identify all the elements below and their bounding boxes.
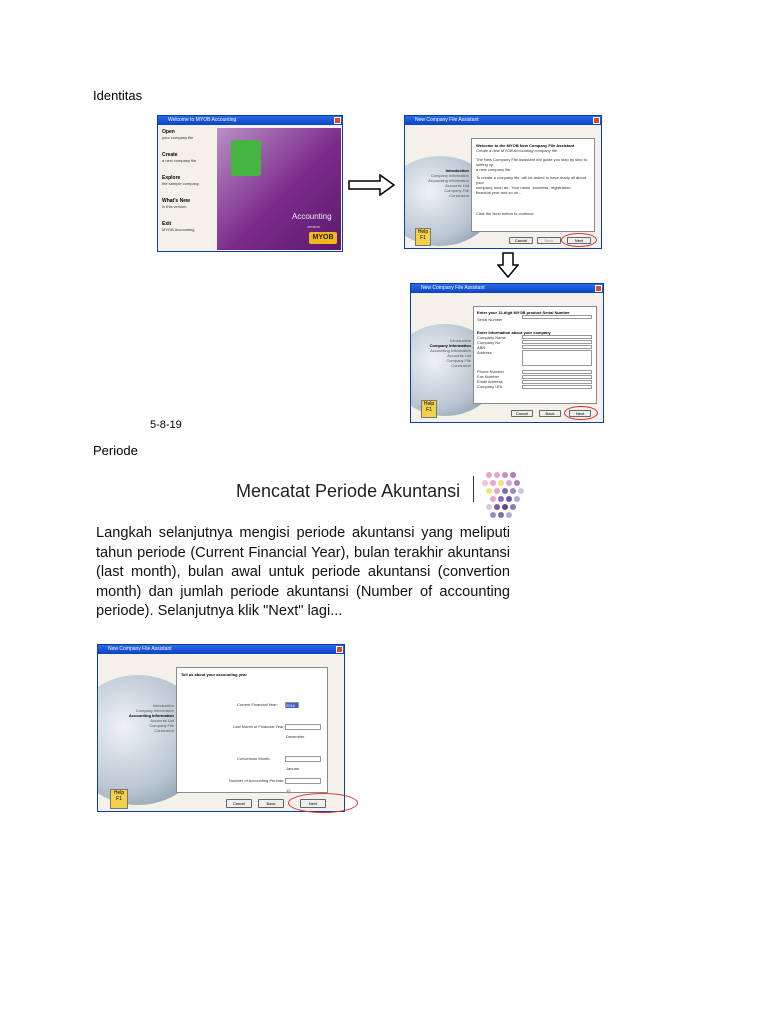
wizard1-body-line: a new company file.: [476, 167, 512, 172]
periods-value: 12: [286, 788, 291, 793]
step-company-info: Company Information: [429, 343, 471, 348]
slide-paragraph: Langkah selanjutnya mengisi periode akuntansi yang meliputi tahun periode (Current Financial Year), bulan terakhir akuntansi (last month), bulan awal untuk periode akuntansi (convertion month) dan jumlah periode akuntansi (Number of accounting periode). Selanjutnya klik "Next" lagi...: [96, 525, 510, 619]
menu-open[interactable]: [162, 130, 214, 153]
step-accounting-info: Accounting Information: [430, 348, 471, 353]
field-label-address: Address: [477, 350, 492, 355]
wizard1-body-line: To create a company file, will be asked to have ready all about your: [476, 175, 587, 185]
periods-select[interactable]: [285, 778, 321, 793]
wizard1-body-line: company, such as : Your name, business, registration,: [476, 185, 572, 190]
step-company-file: Company File: [444, 188, 469, 193]
back-button[interactable]: Back: [537, 237, 561, 244]
cancel-button[interactable]: Cancel: [511, 410, 533, 417]
menu-open-label: Open: [162, 129, 175, 135]
address-input[interactable]: [522, 350, 592, 366]
wizard1-heading: Welcome to the MYOB New Company File Assistant: [476, 143, 575, 148]
field-label-company-no: Company No: [477, 340, 501, 345]
wizard1-title: New Company File Assistant: [415, 117, 479, 123]
conversion-month-select[interactable]: [285, 756, 321, 771]
field-label-company-name: Company Name: [477, 335, 506, 340]
close-icon[interactable]: [336, 646, 343, 653]
serial-input[interactable]: [522, 315, 592, 319]
wizard3-steps: [112, 703, 174, 733]
wizard-window-3: [97, 644, 345, 812]
menu-create-label: Create: [162, 152, 178, 158]
wizard3-title: New Company File Assistant: [108, 646, 172, 652]
abn-input[interactable]: [522, 345, 592, 349]
conversion-month-value: Januari: [286, 766, 300, 771]
bag-icon: [231, 140, 261, 176]
url-input[interactable]: [522, 385, 592, 389]
step-company-file: Company File: [446, 358, 471, 363]
wizard2-titlebar: [411, 284, 603, 293]
help-label: Help F1: [113, 790, 125, 802]
section-company-info: Enter Information about your company: [477, 330, 551, 335]
menu-explore-label: Explore: [162, 175, 181, 181]
help-button[interactable]: [110, 789, 128, 809]
field-label-abn: ABN: [477, 345, 486, 350]
welcome-window: [157, 115, 343, 252]
step-introduction: Introduction: [153, 703, 174, 708]
help-label: Help F1: [423, 401, 435, 413]
back-button[interactable]: Back: [258, 799, 284, 808]
wizard3-heading: Tell us about your accounting year: [181, 672, 247, 677]
current-year-value: 2016: [286, 703, 298, 708]
step-accounts-list: Accounts List: [447, 353, 471, 358]
menu-whats-new[interactable]: [162, 199, 214, 222]
menu-exit-sub: MYOB Accounting: [162, 227, 195, 232]
myob-logo: MYOB: [309, 232, 337, 244]
step-company-info: Company Information: [430, 173, 469, 178]
wizard1-body-line: The New Company File Assistant will guide you step by step to setting up: [476, 157, 588, 167]
menu-create[interactable]: [162, 153, 214, 176]
step-conclusion: Conclusion: [451, 363, 471, 368]
fax-input[interactable]: [522, 375, 592, 379]
help-button[interactable]: [415, 228, 431, 246]
wizard1-subheading: Create a new MYOB Accounting company file: [476, 148, 558, 153]
wizard2-steps: [417, 338, 471, 368]
close-icon[interactable]: [593, 117, 600, 124]
wizard2-content: [473, 306, 597, 404]
heading-identitas: Identitas: [93, 88, 143, 103]
menu-exit[interactable]: [162, 222, 214, 245]
welcome-banner: [217, 128, 341, 250]
product-label: Accounting: [292, 212, 332, 221]
close-icon[interactable]: [334, 117, 341, 124]
arrow-down-icon: [497, 252, 519, 278]
email-input[interactable]: [522, 380, 592, 384]
slide-title: Mencatat Periode Akuntansi: [236, 481, 461, 501]
back-button[interactable]: Back: [539, 410, 561, 417]
heading-periode: Periode: [93, 443, 138, 458]
step-introduction: Introduction: [445, 168, 469, 173]
phone-input[interactable]: [522, 370, 592, 374]
wizard1-footer: Click the Next button to continue.: [476, 211, 535, 216]
menu-open-sub: your company file: [162, 135, 194, 140]
close-icon[interactable]: [595, 285, 602, 292]
highlight-ring: [561, 233, 597, 247]
wizard3-content: [176, 667, 328, 793]
wizard2-title: New Company File Assistant: [421, 285, 485, 291]
step-accounting-info: Accounting Information: [128, 713, 174, 718]
step-accounts-list: Accounts List: [445, 183, 469, 188]
wizard1-steps: [415, 168, 469, 198]
field-label-email: Email Address: [477, 379, 503, 384]
step-accounting-info: Accounting Information: [428, 178, 469, 183]
highlight-ring: [564, 406, 598, 420]
step-accounts-list: Accounts List: [150, 718, 174, 723]
welcome-title: Welcome to MYOB Accounting: [168, 117, 237, 123]
current-year-input[interactable]: [285, 702, 299, 708]
current-year-label: Current Financial Year:: [237, 702, 278, 707]
title-cursor-bar: [473, 476, 474, 502]
next-button[interactable]: Next: [567, 237, 591, 244]
step-introduction: Introduction: [450, 338, 471, 343]
next-button[interactable]: Next: [569, 410, 591, 417]
last-month-value: Desember: [286, 734, 305, 739]
field-label-phone: Phone Number: [477, 369, 504, 374]
dot-grid-decoration: [480, 470, 526, 522]
field-label-serial: Serial Number: [477, 317, 503, 322]
periods-label: Number of Accounting Periods:: [229, 778, 285, 783]
wizard1-body-line: financial year and so on...: [476, 190, 522, 195]
menu-explore[interactable]: [162, 176, 214, 199]
company-no-input[interactable]: [522, 340, 592, 344]
step-company-info: Company Information: [135, 708, 174, 713]
arrow-right-icon: [348, 174, 396, 196]
wizard-window-2: [410, 283, 604, 423]
help-button[interactable]: [421, 400, 437, 418]
highlight-ring: [288, 793, 358, 813]
last-month-label: Last Month of Financial Year:: [233, 724, 285, 729]
next-button[interactable]: Next: [300, 799, 326, 808]
menu-explore-sub: the sample company: [162, 181, 199, 186]
conversion-month-label: Conversion Month:: [237, 756, 271, 761]
cancel-button[interactable]: Cancel: [226, 799, 252, 808]
step-company-file: Company File: [149, 723, 174, 728]
wizard3-titlebar: [98, 645, 344, 654]
wizard2-heading: Enter your 12-digit MYOB product Serial Number: [477, 310, 570, 315]
field-label-url: Company URL: [477, 384, 504, 389]
step-conclusion: Conclusion: [154, 728, 174, 733]
wizard1-titlebar: [405, 116, 601, 125]
menu-whats-new-sub: in this version: [162, 204, 187, 209]
step-conclusion: Conclusion: [449, 193, 469, 198]
wizard1-content: [471, 138, 595, 232]
product-sub: version: [307, 224, 320, 229]
wizard-window-1: [404, 115, 602, 249]
company-name-input[interactable]: [522, 335, 592, 339]
welcome-menu: [162, 130, 214, 245]
cancel-button[interactable]: Cancel: [509, 237, 533, 244]
menu-whats-new-label: What's New: [162, 198, 190, 204]
field-label-fax: Fax Number: [477, 374, 500, 379]
last-month-select[interactable]: [285, 724, 321, 739]
help-label: Help F1: [417, 229, 429, 241]
menu-exit-label: Exit: [162, 221, 172, 227]
welcome-titlebar: [158, 116, 342, 125]
date-note: 5-8-19: [150, 419, 182, 431]
menu-create-sub: a new company file: [162, 158, 197, 163]
